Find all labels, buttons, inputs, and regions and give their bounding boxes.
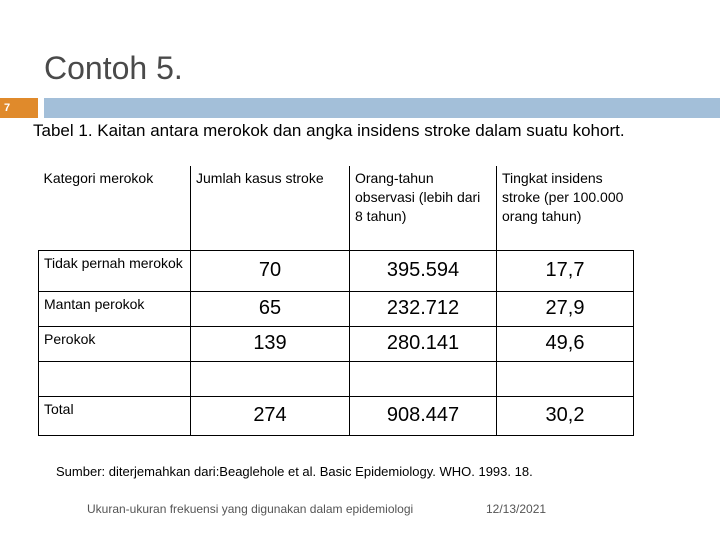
footer-text: Ukuran-ukuran frekuensi yang digunakan dalam epidemiologi [87, 502, 414, 516]
row-person-years: 232.712 [350, 292, 497, 327]
row-person-years [350, 362, 497, 397]
source-citation: Sumber: diterjemahkan dari:Beaglehole et al. Basic Epidemiology. WHO. 1993. 18. [56, 464, 533, 479]
row-rate: 27,9 [497, 292, 634, 327]
row-category: Total [39, 397, 191, 436]
table-row-total [39, 397, 634, 436]
header-incidence-rate: Tingkat insidens stroke (per 100.000 orang tahun) [497, 166, 634, 251]
title-rule-bar [44, 98, 720, 118]
table-row [39, 292, 634, 327]
row-rate: 17,7 [497, 251, 634, 292]
table-row [39, 327, 634, 362]
row-cases: 70 [191, 251, 350, 292]
row-cases [191, 362, 350, 397]
table-caption: Tabel 1. Kaitan antara merokok dan angka insidens stroke dalam suatu kohort. [33, 121, 625, 140]
header-cases: Jumlah kasus stroke [191, 166, 350, 251]
table-row-empty [39, 362, 634, 397]
table-row [39, 251, 634, 292]
row-rate [497, 362, 634, 397]
row-rate: 30,2 [497, 397, 634, 436]
row-person-years: 908.447 [350, 397, 497, 436]
slide-title: Contoh 5. [44, 50, 183, 86]
slide-number: 7 [0, 98, 38, 118]
row-cases: 139 [191, 327, 350, 362]
footer-date: 12/13/2021 [486, 502, 547, 516]
row-cases: 274 [191, 397, 350, 436]
header-category: Kategori merokok [39, 166, 191, 251]
row-category: Perokok [39, 327, 191, 362]
row-category: Mantan perokok [39, 292, 191, 327]
header-person-years: Orang-tahun observasi (lebih dari 8 tahun) [350, 166, 497, 251]
row-cases: 65 [191, 292, 350, 327]
row-person-years: 280.141 [350, 327, 497, 362]
smoking-stroke-table [38, 166, 634, 436]
row-category [39, 362, 191, 397]
row-person-years: 395.594 [350, 251, 497, 292]
row-rate: 49,6 [497, 327, 634, 362]
row-category: Tidak pernah merokok [39, 251, 191, 292]
table-header-row [39, 166, 634, 251]
